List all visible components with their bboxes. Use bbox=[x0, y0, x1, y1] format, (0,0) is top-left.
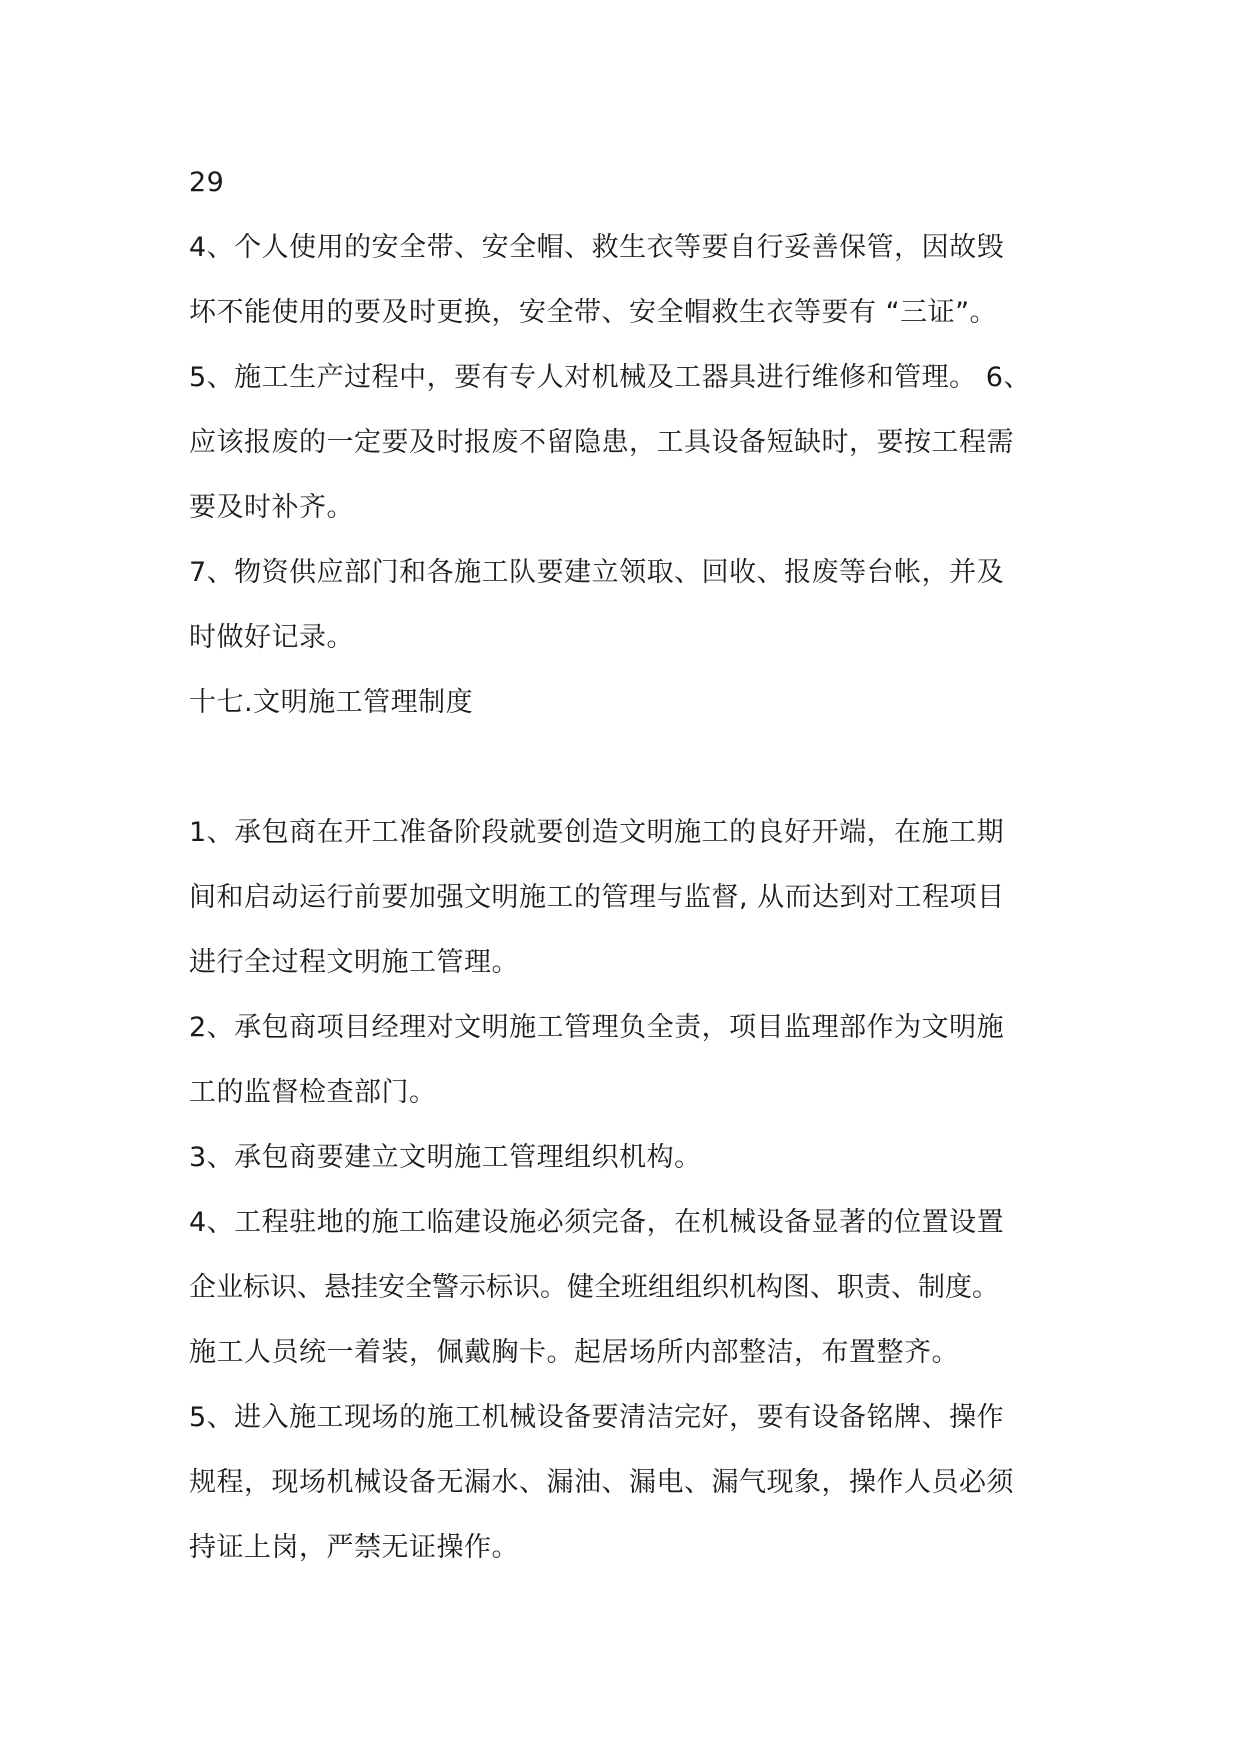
text-line: 2、承包商项目经理对文明施工管理负全责，项目监理部作为文明施 bbox=[189, 1012, 1005, 1043]
document-body bbox=[189, 150, 1069, 1580]
text-line: 施工人员统一着装，佩戴胸卡。起居场所内部整洁，布置整齐。 bbox=[189, 1337, 959, 1368]
text-line: 规程，现场机械设备无漏水、漏油、漏电、漏气现象，操作人员必须 bbox=[189, 1467, 1014, 1498]
text-line: 5、进入施工现场的施工机械设备要清洁完好，要有设备铭牌、操作 bbox=[189, 1402, 1005, 1433]
text-line: 5、施工生产过程中，要有专人对机械及工器具进行维修和管理。 6、 bbox=[189, 362, 1031, 393]
text-line: 进行全过程文明施工管理。 bbox=[189, 947, 519, 978]
text-line: 7、物资供应部门和各施工队要建立领取、回收、报废等台帐，并及 bbox=[189, 557, 1005, 588]
text-line: 持证上岗，严禁无证操作。 bbox=[189, 1532, 519, 1563]
text-line: 企业标识、悬挂安全警示标识。健全班组组织机构图、职责、制度。 bbox=[189, 1272, 999, 1303]
text-line: 时做好记录。 bbox=[189, 622, 354, 653]
text-line: 应该报废的一定要及时报废不留隐患，工具设备短缺时，要按工程需 bbox=[189, 427, 1014, 458]
text-line: 4、工程驻地的施工临建设施必须完备，在机械设备显著的位置设置 bbox=[189, 1207, 1005, 1238]
section-heading: 十七.文明施工管理制度 bbox=[189, 687, 474, 718]
text-line: 坏不能使用的要及时更换，安全带、安全帽救生衣等要有 “三证”。 bbox=[189, 297, 998, 328]
text-line: 3、承包商要建立文明施工管理组织机构。 bbox=[189, 1142, 702, 1173]
page-number: 29 bbox=[189, 167, 225, 198]
text-line: 间和启动运行前要加强文明施工的管理与监督, 从而达到对工程项目 bbox=[189, 882, 1005, 913]
blank-line bbox=[189, 735, 1069, 800]
text-line: 要及时补齐。 bbox=[189, 492, 354, 523]
text-line: 1、承包商在开工准备阶段就要创造文明施工的良好开端，在施工期 bbox=[189, 817, 1005, 848]
text-line: 工的监督检查部门。 bbox=[189, 1077, 437, 1108]
text-line: 4、个人使用的安全带、安全帽、救生衣等要自行妥善保管，因故毁 bbox=[189, 232, 1005, 263]
